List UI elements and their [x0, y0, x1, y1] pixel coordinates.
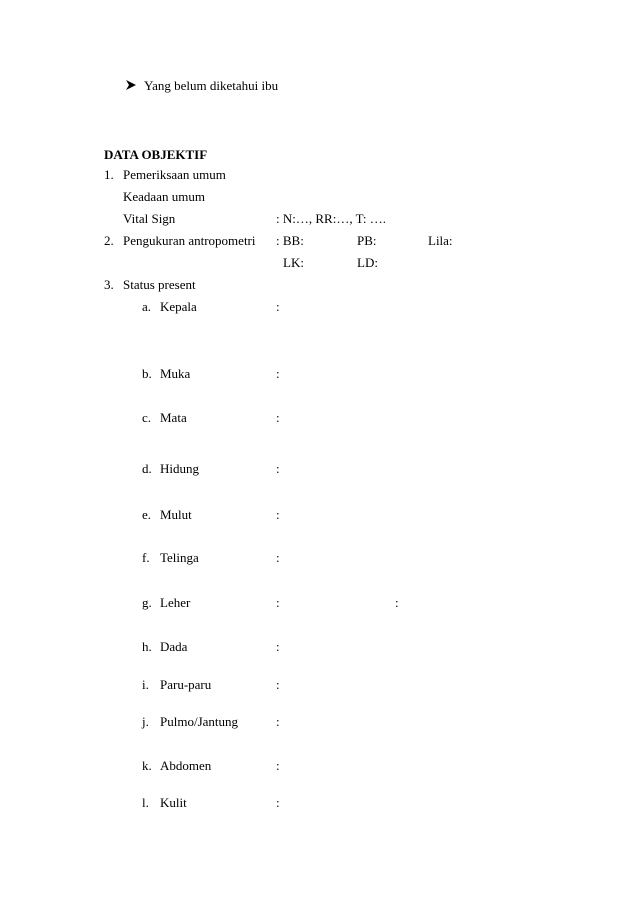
section1-number: 1.: [104, 167, 114, 182]
item-colon: :: [276, 677, 280, 692]
bullet-text: Yang belum diketahui ibu: [144, 78, 279, 93]
item-letter: i.: [142, 677, 149, 692]
item-colon: :: [276, 461, 280, 476]
item-label-kulit: Kulit: [160, 795, 187, 810]
item-letter: g.: [142, 595, 152, 610]
item-colon: :: [276, 595, 280, 610]
item-letter: e.: [142, 507, 152, 522]
item-colon: :: [276, 410, 280, 425]
item-label-abdomen: Abdomen: [160, 758, 212, 773]
item-label-hidung: Hidung: [160, 461, 199, 476]
section2-number: 2.: [104, 233, 114, 248]
item-letter: l.: [142, 795, 149, 810]
item-colon: :: [276, 714, 280, 729]
item-letter: k.: [142, 758, 152, 773]
item-colon: :: [276, 758, 280, 773]
item-label-leher: Leher: [160, 595, 191, 610]
vital-sign-value: : N:…, RR:…, T: ….: [276, 211, 386, 226]
section1-title: Pemeriksaan umum: [123, 167, 226, 182]
item-label-mata: Mata: [160, 410, 187, 425]
item-label-paru-paru: Paru-paru: [160, 677, 212, 692]
item-letter: d.: [142, 461, 152, 476]
item-letter: h.: [142, 639, 152, 654]
item-label-pulmo-jantung: Pulmo/Jantung: [160, 714, 239, 729]
ld-label: LD:: [357, 255, 378, 270]
item-letter: j.: [142, 714, 149, 729]
section2-title: Pengukuran antropometri: [123, 233, 256, 248]
item-label-dada: Dada: [160, 639, 188, 654]
lila-label: Lila:: [428, 233, 453, 248]
arrow-bullet-icon: [125, 79, 137, 91]
item-colon: :: [276, 299, 280, 314]
item-label-telinga: Telinga: [160, 550, 199, 565]
item-letter: c.: [142, 410, 152, 425]
vital-sign-label: Vital Sign: [123, 211, 176, 226]
item-letter: b.: [142, 366, 152, 381]
item-letter: a.: [142, 299, 152, 314]
pb-label: PB:: [357, 233, 377, 248]
lk-label: LK:: [283, 255, 304, 270]
item-label-mulut: Mulut: [160, 507, 192, 522]
item-colon: :: [276, 507, 280, 522]
item-extra-colon: :: [395, 595, 399, 610]
section-heading: DATA OBJEKTIF: [104, 147, 208, 162]
item-colon: :: [276, 550, 280, 565]
item-label-kepala: Kepala: [160, 299, 197, 314]
section3-number: 3.: [104, 277, 114, 292]
item-colon: :: [276, 639, 280, 654]
bb-label: : BB:: [276, 233, 304, 248]
item-colon: :: [276, 795, 280, 810]
section3-title: Status present: [123, 277, 196, 292]
item-label-muka: Muka: [160, 366, 191, 381]
item-colon: :: [276, 366, 280, 381]
keadaan-umum-label: Keadaan umum: [123, 189, 205, 204]
item-letter: f.: [142, 550, 150, 565]
